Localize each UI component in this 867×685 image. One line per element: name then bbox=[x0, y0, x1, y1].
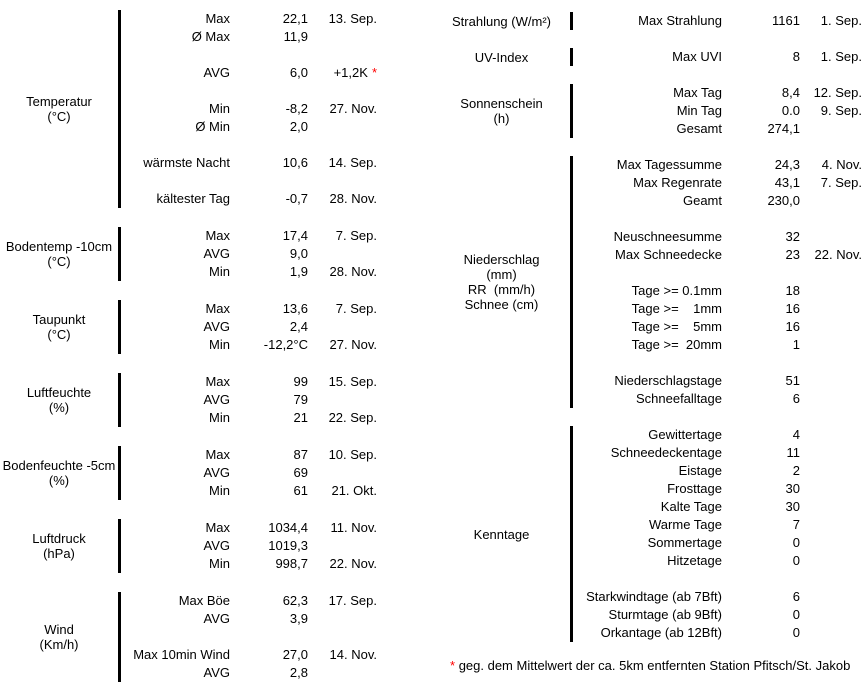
stat-value: 0.0 bbox=[781, 103, 800, 118]
stat-value: 16 bbox=[785, 301, 800, 316]
stat-value: 16 bbox=[785, 319, 800, 334]
stat-value: 8,4 bbox=[781, 85, 800, 100]
stat-date: 27. Nov. bbox=[329, 337, 377, 352]
stat-value: 1034,4 bbox=[268, 520, 308, 535]
footnote-asterisk: * bbox=[450, 658, 456, 673]
group-label-line: Taupunkt bbox=[32, 312, 86, 327]
stat-label: Max Regenrate bbox=[633, 175, 722, 190]
stat-row bbox=[573, 516, 862, 534]
right-column bbox=[433, 12, 862, 675]
row-block bbox=[121, 646, 377, 682]
stat-date bbox=[800, 120, 862, 138]
group-label-wind bbox=[0, 592, 118, 682]
stat-label: AVG bbox=[203, 319, 230, 334]
row-block bbox=[121, 373, 377, 427]
stat-value: 21 bbox=[293, 410, 308, 425]
footnote-text: geg. dem Mittelwert der ca. 5km entfernten Station Pfitsch/St. Jakob bbox=[458, 658, 851, 673]
stat-date bbox=[800, 624, 862, 642]
stat-row bbox=[121, 245, 377, 263]
stat-label: Min bbox=[209, 264, 230, 279]
stat-date bbox=[800, 390, 862, 408]
stat-date bbox=[308, 318, 377, 336]
stat-date: 7. Sep. bbox=[335, 228, 377, 243]
stat-value: 30 bbox=[785, 499, 800, 514]
stat-value: 1019,3 bbox=[268, 538, 308, 553]
stat-value: 17,4 bbox=[282, 228, 308, 243]
stat-date bbox=[308, 464, 377, 482]
stat-value: 30 bbox=[785, 481, 800, 496]
row-block bbox=[573, 228, 862, 264]
stat-date: 4. Nov. bbox=[821, 157, 862, 172]
stat-value: 8 bbox=[792, 49, 800, 64]
stat-label: AVG bbox=[203, 392, 230, 407]
stat-row bbox=[121, 64, 377, 82]
stat-row bbox=[573, 624, 862, 642]
stat-value: 6 bbox=[792, 391, 800, 406]
stat-date: 14. Nov. bbox=[329, 647, 377, 662]
stat-value: 2,8 bbox=[289, 665, 308, 680]
stat-row bbox=[573, 228, 862, 246]
stat-value: 6 bbox=[792, 589, 800, 604]
stat-value: 1,9 bbox=[289, 264, 308, 279]
stat-date bbox=[800, 192, 862, 210]
stat-date bbox=[800, 606, 862, 624]
stat-date bbox=[800, 228, 862, 246]
stat-label: Min bbox=[209, 483, 230, 498]
group-rows bbox=[121, 10, 377, 208]
group-label-bodenfeuchte-5cm bbox=[0, 446, 118, 500]
stat-label: Kalte Tage bbox=[660, 499, 722, 514]
stat-row bbox=[121, 10, 377, 28]
stat-label: Max bbox=[205, 301, 230, 316]
stat-value: 1 bbox=[792, 337, 800, 352]
stat-label: Min bbox=[209, 556, 230, 571]
stat-date: 28. Nov. bbox=[329, 264, 377, 279]
stat-value: 79 bbox=[293, 392, 308, 407]
group-rows bbox=[573, 12, 862, 30]
group-label-line: (hPa) bbox=[43, 546, 75, 561]
stat-date bbox=[308, 610, 377, 628]
stat-date bbox=[800, 534, 862, 552]
stat-value: 6,0 bbox=[289, 65, 308, 80]
stat-label: Schneefalltage bbox=[635, 391, 722, 406]
stat-label: Max UVI bbox=[672, 49, 722, 64]
stat-row bbox=[121, 318, 377, 336]
stat-row bbox=[573, 84, 862, 102]
stat-label: AVG bbox=[203, 611, 230, 626]
stat-date bbox=[308, 537, 377, 555]
left-column bbox=[0, 10, 377, 682]
stat-label: Max Böe bbox=[178, 593, 230, 608]
group-label-sonnenschein bbox=[433, 84, 570, 138]
row-block bbox=[573, 48, 862, 66]
stat-date bbox=[800, 372, 862, 390]
stat-label: Tage >= 5mm bbox=[631, 319, 722, 334]
stat-row bbox=[573, 462, 862, 480]
stat-value: 10,6 bbox=[282, 155, 308, 170]
stat-label: Tage >= 1mm bbox=[631, 301, 722, 316]
stat-value: 18 bbox=[785, 283, 800, 298]
group-sonnenschein bbox=[433, 84, 862, 138]
stat-label: Orkantage (ab 12Bft) bbox=[600, 625, 722, 640]
stat-label: Min bbox=[209, 101, 230, 116]
stat-label: Warme Tage bbox=[649, 517, 722, 532]
stat-row bbox=[573, 48, 862, 66]
stat-label: Max bbox=[205, 447, 230, 462]
stat-value: 4 bbox=[792, 427, 800, 442]
stat-label: wärmste Nacht bbox=[143, 155, 230, 170]
stat-row bbox=[573, 246, 862, 264]
group-rows bbox=[121, 373, 377, 427]
stat-value: 11 bbox=[786, 445, 800, 460]
stat-row bbox=[573, 480, 862, 498]
stat-label: Geamt bbox=[682, 193, 722, 208]
stat-date: 22. Nov. bbox=[814, 247, 862, 262]
stat-date: 21. Okt. bbox=[331, 483, 377, 498]
group-label-line: (%) bbox=[48, 400, 70, 415]
stat-label: Gesamt bbox=[676, 121, 722, 136]
stat-date: 1. Sep. bbox=[820, 13, 862, 28]
stat-row bbox=[573, 426, 862, 444]
footnote-reference-asterisk: * bbox=[371, 65, 377, 80]
stat-value: 0 bbox=[792, 535, 800, 550]
group-label-uv-index bbox=[433, 48, 570, 66]
stat-value: -8,2 bbox=[285, 101, 308, 116]
stat-date: 14. Sep. bbox=[328, 155, 377, 170]
group-label-line: Bodentemp -10cm bbox=[5, 239, 113, 254]
stat-date bbox=[308, 664, 377, 682]
stat-label: Max bbox=[205, 228, 230, 243]
group-label-line: Strahlung (W/m²) bbox=[452, 13, 551, 29]
stat-date bbox=[308, 391, 377, 409]
stat-label: AVG bbox=[203, 465, 230, 480]
stat-label: Gewittertage bbox=[648, 427, 722, 442]
row-block bbox=[121, 154, 377, 172]
stat-row bbox=[573, 552, 862, 570]
stat-date bbox=[800, 300, 862, 318]
stat-date: 15. Sep. bbox=[328, 374, 377, 389]
stat-row bbox=[121, 227, 377, 245]
stat-date: 22. Sep. bbox=[328, 410, 377, 425]
stat-label: Max Tag bbox=[673, 85, 722, 100]
stat-value: 32 bbox=[785, 229, 800, 244]
group-rows bbox=[121, 592, 377, 682]
stat-label: Max bbox=[205, 11, 230, 26]
stat-date bbox=[308, 118, 377, 136]
group-label-luftdruck bbox=[0, 519, 118, 573]
stat-row bbox=[121, 646, 377, 664]
stat-value: 7 bbox=[792, 517, 800, 532]
stat-value: 11,9 bbox=[283, 29, 308, 44]
stat-row bbox=[573, 282, 862, 300]
row-block bbox=[121, 190, 377, 208]
stat-value: 998,7 bbox=[275, 556, 308, 571]
group-label-line: (°C) bbox=[47, 109, 71, 124]
stat-label: Hitzetage bbox=[667, 553, 722, 568]
stat-date bbox=[800, 498, 862, 516]
group-kenntage bbox=[433, 426, 862, 642]
stat-label: Schneedeckentage bbox=[610, 445, 722, 460]
group-uv-index bbox=[433, 48, 862, 66]
stat-date bbox=[800, 588, 862, 606]
stat-value: 0 bbox=[792, 625, 800, 640]
group-label-bodentemp-10cm bbox=[0, 227, 118, 281]
stat-value: 230,0 bbox=[767, 193, 800, 208]
stat-row bbox=[121, 664, 377, 682]
stat-value: 43,1 bbox=[774, 175, 800, 190]
stat-row bbox=[573, 300, 862, 318]
stat-date bbox=[800, 552, 862, 570]
stat-label: Neuschneesumme bbox=[613, 229, 722, 244]
group-label-line: UV-Index bbox=[474, 49, 529, 65]
stat-row bbox=[121, 537, 377, 555]
row-block bbox=[573, 156, 862, 210]
group-label-line: Niederschlag bbox=[463, 252, 540, 267]
stat-row bbox=[573, 498, 862, 516]
stat-label: Tage >= 0.1mm bbox=[631, 283, 722, 298]
stat-row bbox=[121, 263, 377, 281]
stat-row bbox=[121, 300, 377, 318]
stat-row bbox=[121, 482, 377, 500]
stat-row bbox=[573, 102, 862, 120]
row-block bbox=[121, 446, 377, 500]
stat-value: -0,7 bbox=[285, 191, 308, 206]
stat-label: AVG bbox=[203, 246, 230, 261]
stat-date: +1,2K * bbox=[333, 65, 377, 80]
group-label-line: Sonnenschein bbox=[460, 96, 543, 111]
row-block bbox=[121, 592, 377, 628]
stat-row bbox=[121, 464, 377, 482]
stat-label: Max Schneedecke bbox=[615, 247, 722, 262]
group-label-line: Kenntage bbox=[473, 526, 530, 542]
stat-label: Sturmtage (ab 9Bft) bbox=[608, 607, 722, 622]
group-label-luftfeuchte bbox=[0, 373, 118, 427]
stat-value: 2 bbox=[792, 463, 800, 478]
stat-row bbox=[121, 610, 377, 628]
group-rows bbox=[573, 156, 862, 408]
stat-date: 27. Nov. bbox=[329, 101, 377, 116]
stat-label: Tage >= 20mm bbox=[631, 337, 722, 352]
stat-value: 22,1 bbox=[282, 11, 308, 26]
group-taupunkt bbox=[0, 300, 377, 354]
stat-date bbox=[308, 245, 377, 263]
stat-value: 27,0 bbox=[282, 647, 308, 662]
stat-label: Starkwindtage (ab 7Bft) bbox=[586, 589, 722, 604]
group-temperatur bbox=[0, 10, 377, 208]
group-label-line: (°C) bbox=[47, 327, 71, 342]
group-label-line: Bodenfeuchte -5cm bbox=[2, 458, 116, 473]
stat-value: 2,4 bbox=[289, 319, 308, 334]
group-label-line: (mm) bbox=[486, 267, 517, 282]
group-luftfeuchte bbox=[0, 373, 377, 427]
group-label-line: Temperatur bbox=[26, 94, 92, 109]
stat-row bbox=[573, 588, 862, 606]
stat-date: 28. Nov. bbox=[329, 191, 377, 206]
stat-row bbox=[121, 373, 377, 391]
row-block bbox=[573, 84, 862, 138]
stat-date: 11. Nov. bbox=[330, 520, 377, 535]
stat-date bbox=[800, 282, 862, 300]
stat-label: Min bbox=[209, 337, 230, 352]
group-rows bbox=[121, 227, 377, 281]
stat-label: Frosttage bbox=[667, 481, 722, 496]
group-label-temperatur bbox=[0, 10, 118, 208]
stat-row bbox=[121, 118, 377, 136]
stat-label: AVG bbox=[203, 65, 230, 80]
stat-date: 10. Sep. bbox=[328, 447, 377, 462]
footnote bbox=[433, 657, 862, 675]
stat-date bbox=[800, 462, 862, 480]
stat-date: 7. Sep. bbox=[820, 175, 862, 190]
stat-row bbox=[121, 592, 377, 610]
group-label-line: Wind bbox=[44, 622, 74, 637]
group-label-niederschlag bbox=[433, 156, 570, 408]
stat-value: 1161 bbox=[772, 13, 800, 28]
stat-value: 62,3 bbox=[282, 593, 308, 608]
stat-row bbox=[573, 444, 862, 462]
group-wind bbox=[0, 592, 377, 682]
stat-row bbox=[121, 28, 377, 46]
stat-date: 22. Nov. bbox=[329, 556, 377, 571]
stat-label: kältester Tag bbox=[156, 191, 230, 206]
stat-value: 99 bbox=[293, 374, 308, 389]
stat-row bbox=[121, 555, 377, 573]
stat-row bbox=[573, 192, 862, 210]
stat-date: 9. Sep. bbox=[820, 103, 862, 118]
stat-row bbox=[121, 154, 377, 172]
stat-value: 23 bbox=[785, 247, 800, 262]
stat-row bbox=[573, 174, 862, 192]
row-block bbox=[121, 10, 377, 46]
stat-date: 12. Sep. bbox=[813, 85, 862, 100]
stat-label: Niederschlagstage bbox=[614, 373, 722, 388]
stat-row bbox=[121, 391, 377, 409]
stat-label: AVG bbox=[203, 538, 230, 553]
stat-date bbox=[800, 318, 862, 336]
stat-value: -12,2°C bbox=[263, 337, 308, 352]
stat-row bbox=[573, 156, 862, 174]
stat-label: Min Tag bbox=[676, 103, 722, 118]
row-block bbox=[573, 588, 862, 642]
stat-label: Max 10min Wind bbox=[133, 647, 230, 662]
group-bodenfeuchte-5cm bbox=[0, 446, 377, 500]
stat-date bbox=[800, 444, 862, 462]
stat-date: 1. Sep. bbox=[820, 49, 862, 64]
stat-value: 9,0 bbox=[289, 246, 308, 261]
stat-date: 17. Sep. bbox=[328, 593, 377, 608]
stat-row bbox=[121, 519, 377, 537]
stat-date bbox=[800, 336, 862, 354]
group-label-taupunkt bbox=[0, 300, 118, 354]
group-label-line: (h) bbox=[493, 111, 510, 126]
group-label-line: RR (mm/h) bbox=[467, 282, 536, 297]
stat-value: 87 bbox=[293, 447, 308, 462]
group-luftdruck bbox=[0, 519, 377, 573]
group-rows bbox=[573, 48, 862, 66]
group-label-kenntage bbox=[433, 426, 570, 642]
row-block bbox=[121, 227, 377, 281]
stat-row bbox=[573, 12, 862, 30]
stat-label: Max Strahlung bbox=[638, 13, 722, 28]
stat-date bbox=[800, 480, 862, 498]
stat-value: 24,3 bbox=[774, 157, 800, 172]
group-rows bbox=[573, 84, 862, 138]
stat-value: 61 bbox=[293, 483, 308, 498]
stat-row bbox=[121, 100, 377, 118]
stat-value: 274,1 bbox=[767, 121, 800, 136]
stat-value: 69 bbox=[293, 465, 308, 480]
stat-label: Sommertage bbox=[647, 535, 722, 550]
stat-value: 2,0 bbox=[289, 119, 308, 134]
stat-label: Ø Max bbox=[191, 29, 230, 44]
stat-date: 7. Sep. bbox=[335, 301, 377, 316]
stat-row bbox=[573, 372, 862, 390]
stat-row bbox=[573, 318, 862, 336]
stat-value: 3,9 bbox=[289, 611, 308, 626]
stat-label: Min bbox=[209, 410, 230, 425]
stat-label: Max bbox=[205, 520, 230, 535]
group-label-line: (Km/h) bbox=[39, 637, 79, 652]
group-rows bbox=[121, 519, 377, 573]
stat-row bbox=[121, 190, 377, 208]
group-label-line: Schnee (cm) bbox=[464, 297, 539, 312]
group-label-line: Luftfeuchte bbox=[26, 385, 92, 400]
stat-value: 51 bbox=[785, 373, 800, 388]
group-label-line: (°C) bbox=[47, 254, 71, 269]
stat-row bbox=[121, 409, 377, 427]
row-block bbox=[573, 372, 862, 408]
row-block bbox=[121, 100, 377, 136]
stat-value: 13,6 bbox=[282, 301, 308, 316]
stat-value: 0 bbox=[792, 607, 800, 622]
stat-row bbox=[573, 120, 862, 138]
group-label-line: (%) bbox=[48, 473, 70, 488]
stat-row bbox=[121, 446, 377, 464]
group-rows bbox=[121, 300, 377, 354]
stat-row bbox=[573, 336, 862, 354]
group-niederschlag bbox=[433, 156, 862, 408]
group-rows bbox=[121, 446, 377, 500]
stat-date: 13. Sep. bbox=[328, 11, 377, 26]
group-rows bbox=[573, 426, 862, 642]
stat-row bbox=[573, 606, 862, 624]
stat-date bbox=[800, 426, 862, 444]
row-block bbox=[573, 12, 862, 30]
stat-value: 0 bbox=[792, 553, 800, 568]
stat-label: Max bbox=[205, 374, 230, 389]
stat-label: Eistage bbox=[678, 463, 722, 478]
stat-row bbox=[573, 390, 862, 408]
row-block bbox=[121, 300, 377, 354]
row-block bbox=[121, 64, 377, 82]
group-label-line: Luftdruck bbox=[32, 531, 86, 546]
stat-row bbox=[121, 336, 377, 354]
group-bodentemp-10cm bbox=[0, 227, 377, 281]
stat-date bbox=[800, 516, 862, 534]
stat-date bbox=[308, 28, 377, 46]
group-label-strahlung bbox=[433, 12, 570, 30]
row-block bbox=[573, 426, 862, 570]
stat-label: AVG bbox=[203, 665, 230, 680]
group-strahlung bbox=[433, 12, 862, 30]
stat-label: Max Tagessumme bbox=[616, 157, 722, 172]
row-block bbox=[121, 519, 377, 573]
stat-label: Ø Min bbox=[195, 119, 230, 134]
row-block bbox=[573, 282, 862, 354]
stat-row bbox=[573, 534, 862, 552]
